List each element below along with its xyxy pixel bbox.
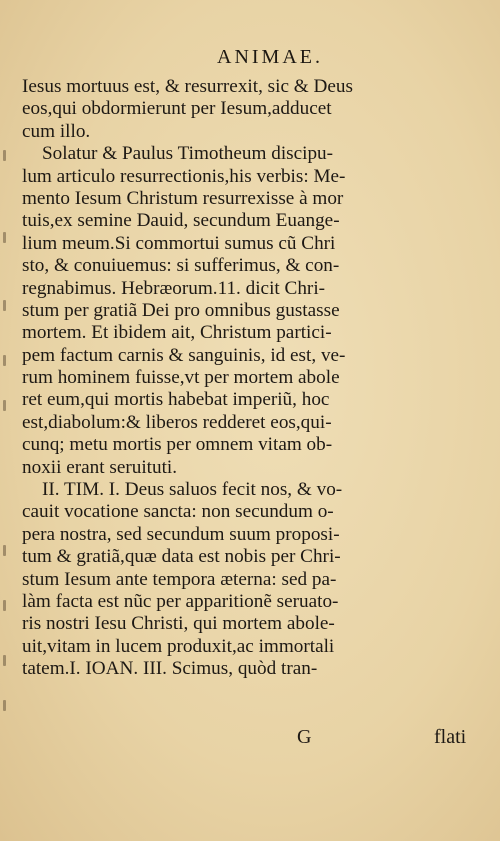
text-line: cum illo. [22, 120, 91, 142]
margin-mark [3, 232, 6, 243]
text-line: tatem.I. IOAN. III. Scimus, quòd tran- [22, 658, 318, 680]
running-header: ANIMAE. [217, 46, 323, 68]
text-line: mortem. Et ibidem ait, Christum partici- [22, 322, 332, 344]
text-line: uit,vitam in lucem produxit,ac immortali [22, 635, 335, 657]
margin-mark [3, 150, 6, 161]
text-line: tum & gratiã,quæ data est nobis per Chri- [22, 546, 341, 568]
margin-mark [3, 355, 6, 366]
text-line: sto, & conuiuemus: si sufferimus, & con- [22, 255, 340, 277]
text-line: lum articulo resurrectionis,his verbis: Me- [22, 165, 346, 187]
margin-mark [3, 400, 6, 411]
text-line: ris nostri Iesu Christi, qui mortem abole- [22, 613, 335, 635]
text-line: rum hominem fuisse,vt per mortem abole [22, 367, 340, 389]
catchword: flati [434, 726, 467, 748]
text-line: mento Iesum Christum resurrexisse à mor [22, 187, 344, 209]
text-line: stum per gratiã Dei pro omnibus gustasse [22, 299, 340, 321]
text-line: regnabimus. Hebræorum.11. dicit Chri- [22, 277, 326, 299]
text-line: ret eum,qui mortis habebat imperiũ, hoc [22, 389, 330, 411]
margin-mark [3, 300, 6, 311]
text-line: Solatur & Paulus Timotheum discipu- [42, 143, 334, 165]
margin-mark [3, 700, 6, 711]
text-line: làm facta est nũc per apparitionẽ seruato- [22, 590, 339, 612]
body-text [22, 76, 482, 681]
text-line: cauit vocatione sancta: non secundum o- [22, 501, 334, 523]
margin-mark [3, 655, 6, 666]
text-line: cunq; metu mortis per omnem vitam ob- [22, 434, 333, 456]
page-footer [0, 726, 500, 752]
text-line: est,diabolum:& liberos redderet eos,qui- [22, 411, 332, 433]
text-line: tuis,ex semine Dauid, secundum Euange- [22, 210, 340, 232]
text-line: noxii erant seruituti. [22, 456, 178, 478]
text-line: Iesus mortuus est, & resurrexit, sic & Deus [22, 76, 353, 97]
text-line: pera nostra, sed secundum suum proposi- [22, 523, 340, 545]
margin-mark [3, 600, 6, 611]
signature-mark: G [297, 726, 312, 748]
margin-mark [3, 545, 6, 556]
text-line: lium meum.Si commortui sumus cũ Chri [22, 232, 336, 254]
text-line: stum Iesum ante tempora æterna: sed pa- [22, 568, 337, 590]
text-line: II. TIM. I. Deus saluos fecit nos, & vo- [42, 479, 343, 501]
text-line: eos,qui obdormierunt per Iesum,adducet [22, 98, 332, 120]
text-line: pem factum carnis & sanguinis, id est, ve- [22, 344, 346, 366]
